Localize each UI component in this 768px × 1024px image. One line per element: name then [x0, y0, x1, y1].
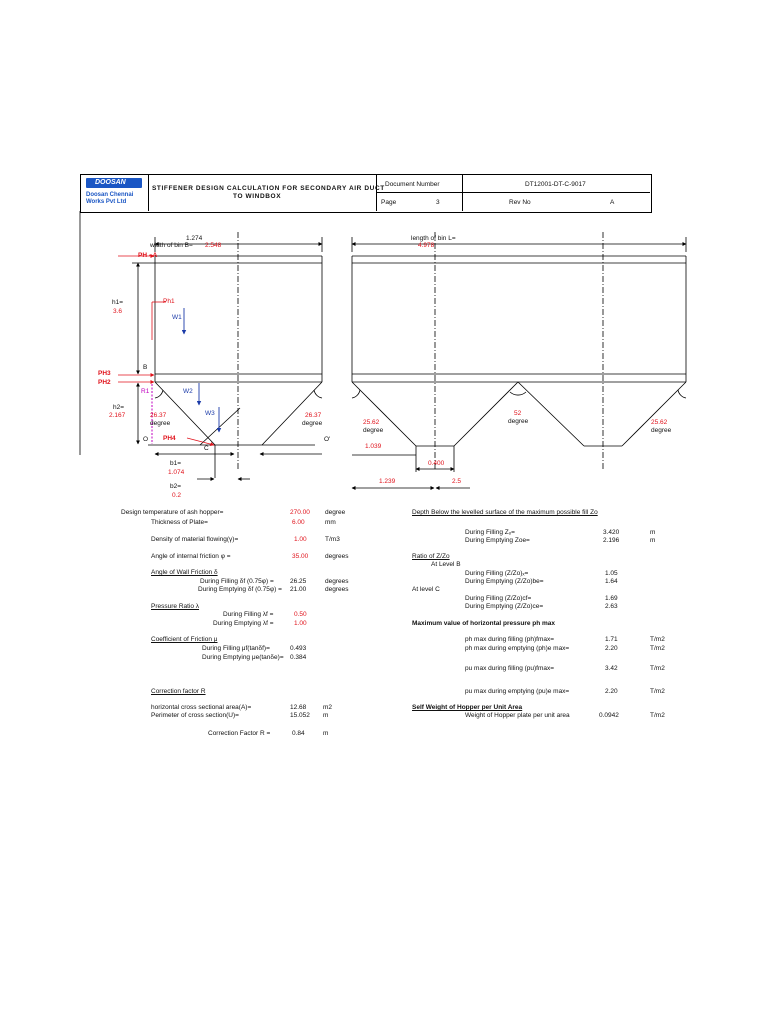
- wall-friction-heading: Angle of Wall Friction δ: [151, 569, 218, 576]
- rc-emptying-label: During Emptying (Z/Zo)ce=: [465, 603, 544, 610]
- angle-right-unit: degree: [302, 420, 323, 427]
- b2-label: b2=: [170, 483, 182, 490]
- density-label: Density of material flowing(γ)=: [151, 536, 239, 543]
- max-heading: Maximum value of horizontal pressure ph max: [412, 620, 556, 627]
- label-ph1: Ph1: [163, 298, 175, 305]
- level-b-label: At Level B: [431, 561, 461, 568]
- self-weight-value: 0.0942: [599, 712, 619, 719]
- zo-emptying-unit: m: [650, 537, 656, 544]
- rb-filling-label: During Filling (Z/Zo)ₓ=: [465, 570, 529, 577]
- depth-heading: Depth Below the levelled surface of the maximum possible fill Zo: [412, 509, 598, 516]
- area-unit: m2: [323, 704, 333, 711]
- b2-value: 0.2: [172, 492, 182, 499]
- bin-width-label: width of bin B=: [150, 242, 193, 249]
- bin-length-value: 4.978: [418, 242, 435, 249]
- right-elevation-drawing: [352, 232, 686, 488]
- b1-value: 1.074: [168, 469, 185, 476]
- design-temp-value: 270.00: [290, 509, 310, 516]
- perimeter-value: 15.052: [290, 712, 310, 719]
- angle-1-unit: degree: [363, 427, 384, 434]
- coef-filling-value: 0.493: [290, 645, 307, 652]
- doc-title-line-2: TO WINDBOX: [233, 193, 282, 200]
- bin-length-label: length of bin L=: [411, 235, 456, 242]
- self-weight-heading: Self Weight of Hopper per Unit Area: [412, 704, 523, 711]
- label-w2: W2: [183, 388, 193, 395]
- ratio-heading: Ratio of Z/Zo: [412, 553, 450, 560]
- label-c: C: [204, 445, 209, 452]
- rev-value: A: [610, 199, 615, 206]
- ph-emptying-label: ph max during emptying (ph)e max=: [465, 645, 570, 652]
- coef-emptying-label: During Emptying μe(tanδe)=: [202, 654, 284, 661]
- rc-filling-value: 1.69: [605, 595, 618, 602]
- label-o-prime: O': [324, 436, 331, 443]
- company-line-2: Works Pvt Ltd: [86, 199, 127, 205]
- zo-filling-unit: m: [650, 529, 656, 536]
- correction-label: Correction Factor R =: [208, 730, 271, 737]
- dim-25: 2.5: [452, 478, 462, 485]
- dim-1039: 1.039: [365, 443, 382, 450]
- label-r1: R1: [141, 388, 150, 395]
- pressure-ratio-heading: Pressure Ratio λ: [151, 603, 200, 610]
- zo-filling-value: 3.420: [603, 529, 620, 536]
- angle-right-value: 26.37: [305, 412, 322, 419]
- angle-1-value: 25.62: [363, 419, 380, 426]
- b1-label: b1=: [170, 460, 182, 467]
- doc-number-label: Document Number: [385, 181, 440, 188]
- internal-friction-value: 35.00: [292, 553, 309, 560]
- correction-value: 0.84: [292, 730, 305, 737]
- doc-number-value: DT12001-DT-C-9017: [525, 181, 586, 188]
- thickness-unit: mm: [325, 519, 336, 526]
- design-temp-unit: degree: [325, 509, 346, 516]
- coef-emptying-value: 0.384: [290, 654, 307, 661]
- self-weight-label: Weight of Hopper plate per unit area: [465, 712, 570, 719]
- bin-width-value: 2.548: [205, 242, 222, 249]
- label-w1: W1: [172, 314, 182, 321]
- h2-label: h2=: [113, 404, 125, 411]
- level-c-label: At level C: [412, 586, 440, 593]
- rc-filling-label: During Filling (Z/Zo)cf=: [465, 595, 532, 602]
- rb-filling-value: 1.05: [605, 570, 618, 577]
- density-unit: T/m3: [325, 536, 340, 543]
- wall-emptying-value: 21.00: [290, 586, 307, 593]
- area-value: 12.68: [290, 704, 307, 711]
- label-o: O: [143, 436, 149, 443]
- self-weight-unit: T/m2: [650, 712, 665, 719]
- top-half-width: 1.274: [186, 235, 203, 242]
- wall-emptying-unit: degrees: [325, 586, 349, 593]
- left-section-drawing: [132, 232, 322, 479]
- label-ph4: PH4: [163, 435, 176, 442]
- design-temp-label: Design temperature of ash hopper=: [121, 509, 224, 516]
- rb-emptying-value: 1.64: [605, 578, 618, 585]
- pu-filling-label: pu max during filling (pu)fmax=: [465, 665, 555, 672]
- density-value: 1.00: [294, 536, 307, 543]
- correction-unit: m: [323, 730, 329, 737]
- pr-filling-value: 0.50: [294, 611, 307, 618]
- pr-emptying-label: During Emptying λf =: [213, 620, 274, 627]
- dim-1239: 1.239: [379, 478, 396, 485]
- internal-friction-label: Angle of internal friction φ =: [151, 553, 231, 560]
- ph-emptying-value: 2.20: [605, 645, 618, 652]
- pu-emptying-unit: T/m2: [650, 688, 665, 695]
- doc-title-line-1: STIFFENER DESIGN CALCULATION FOR SECONDARY AIR DUCT: [152, 185, 385, 192]
- correction-heading: Correction factor R: [151, 688, 206, 695]
- pu-emptying-value: 2.20: [605, 688, 618, 695]
- angle-left-value: 26.37: [150, 412, 167, 419]
- angle-left-unit: degree: [150, 420, 171, 427]
- perimeter-unit: m: [323, 712, 329, 719]
- rb-emptying-label: During Emptying (Z/Zo)be=: [465, 578, 544, 585]
- company-line-1: Doosan Chennai: [86, 192, 134, 198]
- ph-filling-label: ph max during filling (ph)fmax=: [465, 636, 555, 643]
- wall-emptying-label: During Emptying δf (0.75φ) =: [198, 586, 282, 593]
- ph-emptying-unit: T/m2: [650, 645, 665, 652]
- ph-filling-unit: T/m2: [650, 636, 665, 643]
- pu-emptying-label: pu max during emptying (pu)e max=: [465, 688, 570, 695]
- zo-emptying-label: During Emptying Zoe=: [465, 537, 530, 544]
- coef-filling-label: During Filling μf(tanδf)=: [202, 645, 270, 652]
- zo-filling-label: During Filling Zₒ=: [465, 529, 515, 536]
- wall-filling-unit: degrees: [325, 578, 349, 585]
- angle-2-unit: degree: [508, 418, 529, 425]
- label-ph3: PH3: [98, 370, 111, 377]
- rc-emptying-value: 2.63: [605, 603, 618, 610]
- wall-filling-label: During Filling δf (0.75φ) =: [200, 578, 274, 585]
- angle-3-unit: degree: [651, 427, 672, 434]
- pr-emptying-value: 1.00: [294, 620, 307, 627]
- wall-filling-value: 26.25: [290, 578, 307, 585]
- label-ph2: PH2: [98, 379, 111, 386]
- pu-filling-value: 3.42: [605, 665, 618, 672]
- area-label: horizontal cross sectional area(A)=: [151, 704, 252, 711]
- h2-value: 2.167: [109, 412, 126, 419]
- rev-label: Rev No: [509, 199, 531, 206]
- label-w3: W3: [205, 410, 215, 417]
- angle-2-value: 52: [514, 410, 522, 417]
- label-ph-a: PH - A: [138, 252, 158, 259]
- zo-emptying-value: 2.196: [603, 537, 620, 544]
- coef-heading: Coefficient of Friction μ: [151, 636, 218, 643]
- page-label: Page: [381, 199, 397, 206]
- pr-filling-label: During Filling λf =: [223, 611, 274, 618]
- internal-friction-unit: degrees: [325, 553, 349, 560]
- pu-filling-unit: T/m2: [650, 665, 665, 672]
- thickness-label: Thickness of Plate=: [151, 519, 208, 526]
- dim-0400: 0.400: [428, 460, 445, 467]
- load-arrows: [118, 256, 219, 445]
- h1-value: 3.6: [113, 308, 123, 315]
- page-value: 3: [436, 199, 440, 206]
- perimeter-label: Perimeter of cross section(U)=: [151, 712, 239, 719]
- ph-filling-value: 1.71: [605, 636, 618, 643]
- angle-3-value: 25.62: [651, 419, 668, 426]
- label-b: B: [143, 364, 148, 371]
- thickness-value: 6.00: [292, 519, 305, 526]
- logo-text: DOOSAN: [95, 179, 126, 186]
- h1-label: h1=: [112, 299, 124, 306]
